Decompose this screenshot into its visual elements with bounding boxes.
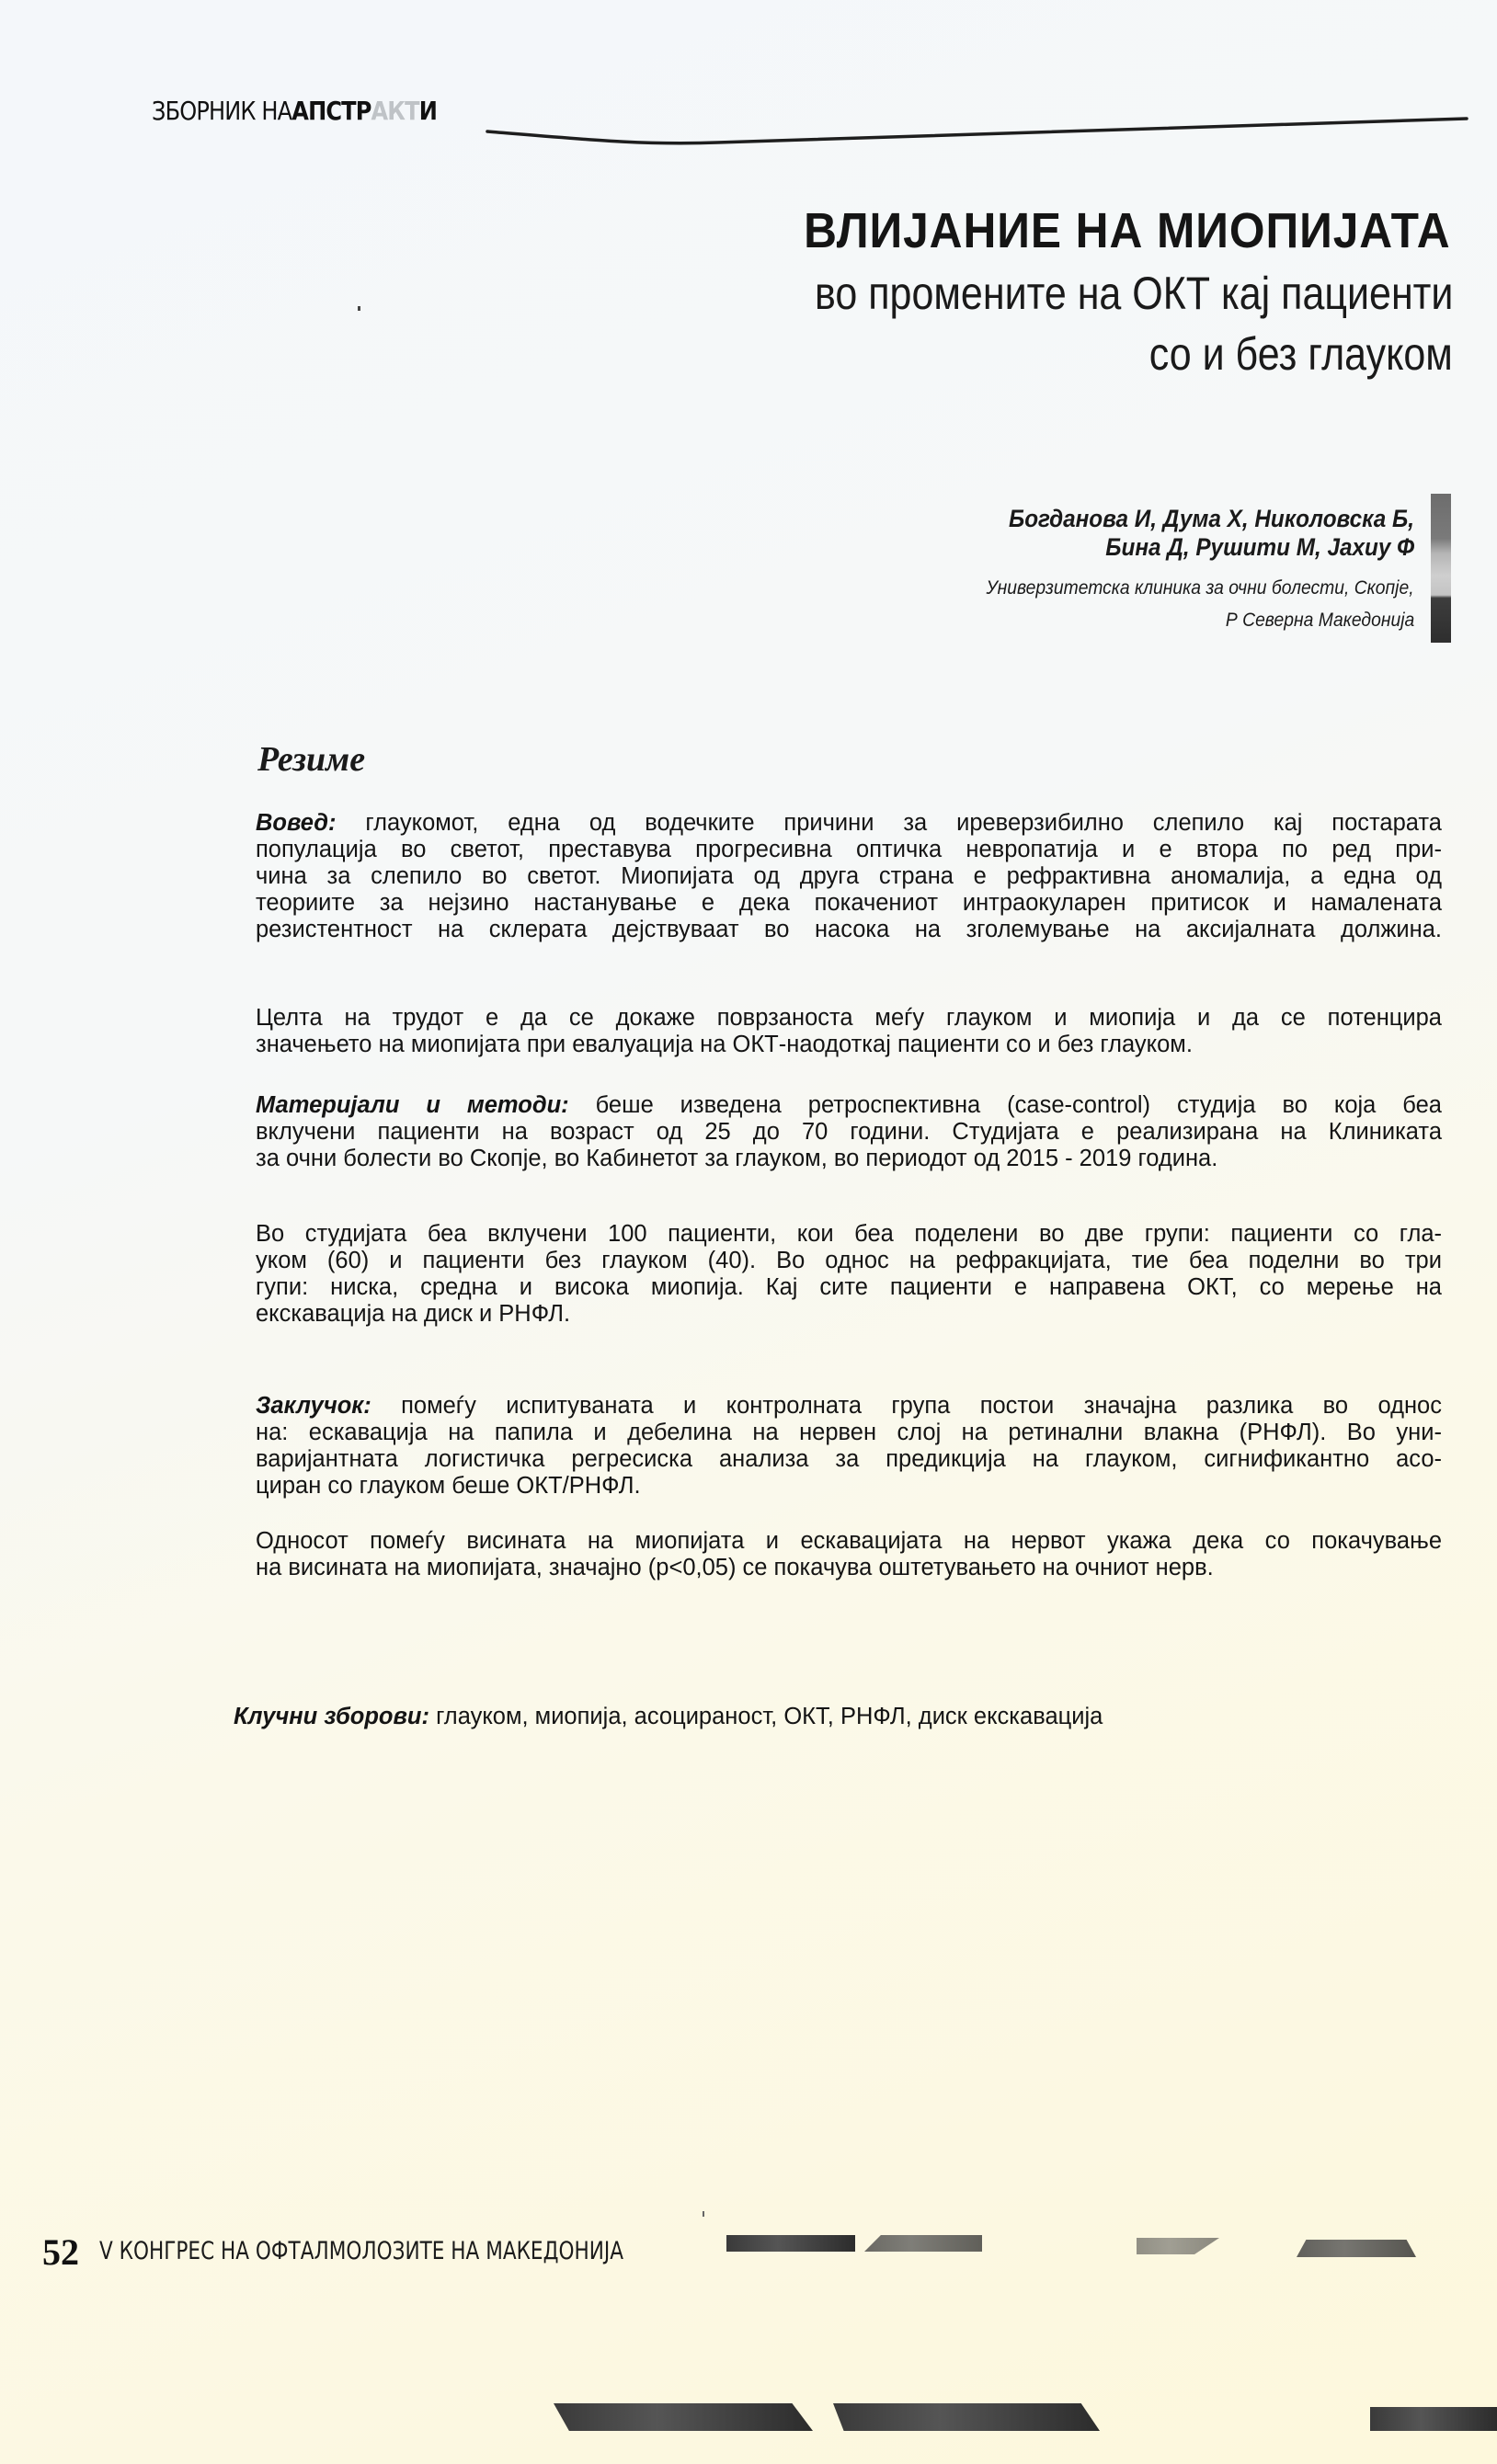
decorative-side-bar <box>1431 494 1451 643</box>
text-line: за очни болести во Скопје, во Кабинетот за глауком, во периодот од 2015 - 2019 година. <box>256 1146 1218 1171</box>
text-line: уком (60) и пациенти без глауком (40). Во однос на рефракцијата, тие беа поделни во три <box>256 1248 1442 1273</box>
authors-line-2: Бина Д, Рушити М, Јахиу Ф <box>1105 533 1414 561</box>
header-rule <box>0 0 1497 184</box>
text-line: гупи: ниска, средна и висока миопија. Кај сите пациенти е направена ОКТ, со мерење на <box>256 1274 1442 1300</box>
article-subtitle-line-2: со и без глауком <box>1148 328 1453 380</box>
footer-decorative-block <box>864 2235 982 2252</box>
page-number: 52 <box>42 2231 79 2273</box>
speck <box>703 2211 704 2217</box>
text-line: екскавација на диск и РНФЛ. <box>256 1301 571 1327</box>
text-line <box>256 1091 1442 1119</box>
keywords-list: глауком, миопија, асоцираност, ОКТ, РНФЛ, диск екскавација <box>429 1704 1103 1729</box>
text-line: варијантната логистичка регресиска анализа за предикција на глауком, сигнификантно асо- <box>256 1446 1442 1472</box>
footer-decorative-block <box>1137 2238 1219 2254</box>
bottom-decorative-bar <box>554 2403 813 2431</box>
text-line-content: глаукомот, една од водечките причини за иреверзибилно слепило кај постарата <box>336 810 1442 836</box>
text-line: теориите за нејзино настанување е дека покачениот интраокуларен притисок и намалената <box>256 890 1442 916</box>
text-line: на висината на миопијата, значајно (p<0,05) се покачува оштетувањето на очниот нерв. <box>256 1555 1214 1580</box>
bottom-decorative-bar <box>1370 2407 1497 2431</box>
article-subtitle-line-1: во промените на ОКТ кај пациенти <box>814 268 1453 319</box>
keywords-label: Клучни зборови: <box>234 1704 429 1729</box>
text-line: резистентност на склерата дејствуваат во насока на зголемување на аксијалната должина. <box>256 917 1442 942</box>
keywords <box>234 1703 1420 1730</box>
running-head-bold: АПСТР <box>291 96 371 126</box>
affiliation-line-2: Р Северна Македонија <box>1225 610 1414 631</box>
text-line: Односот помеѓу висината на миопијата и ескавацијата на нервот укажа дека со покачување <box>256 1528 1442 1554</box>
text-line: вклучени пациенти на возраст од 25 до 70 години. Студијата е реализирана на Клиниката <box>256 1119 1442 1145</box>
text-line-content: беше изведена ретроспективна (case-control) студија во која беа <box>568 1092 1442 1118</box>
text-line <box>256 1392 1442 1420</box>
footer-decorative-block <box>1297 2240 1416 2257</box>
text-line: Целта на трудот е да се докаже поврзаноста меѓу глауком и миопија и да се потенцира <box>256 1005 1442 1031</box>
running-head-text: ЗБОРНИК НА <box>152 96 292 126</box>
text-line <box>256 809 1442 837</box>
text-line: циран со глауком беше ОКТ/РНФЛ. <box>256 1473 641 1499</box>
speck <box>358 306 360 311</box>
footer-congress-title: V КОНГРЕС НА ОФТАЛМОЛОЗИТЕ НА МАКЕДОНИЈА <box>99 2237 624 2265</box>
paragraph-label: Заклучок: <box>256 1393 371 1419</box>
footer-decorative-block <box>726 2235 855 2252</box>
bottom-decorative-bar <box>833 2403 1100 2431</box>
text-line-content: помеѓу испитуваната и контролната група постои значајна разлика во однос <box>371 1393 1442 1419</box>
authors-line-1: Богданова И, Дума Х, Николовска Б, <box>1009 505 1414 532</box>
paragraph-label: Материјали и методи: <box>256 1092 569 1118</box>
running-head-end: И <box>418 96 437 126</box>
text-line: чина за слепило во светот. Миопијата од друга страна е рефрактивна аномалија, а една од <box>256 863 1442 889</box>
affiliation-line-1: Универзитетска клиника за очни болести, Скопје, <box>986 577 1414 599</box>
paragraph-label: Вовед: <box>256 810 337 836</box>
text-line: значењето на миопијата при евалуација на ОКТ-наодоткај пациенти со и без глауком. <box>256 1032 1193 1057</box>
text-line: Во студијата беа вклучени 100 пациенти, кои беа поделени во две групи: пациенти со гла- <box>256 1221 1442 1247</box>
article-title: ВЛИЈАНИЕ НА МИОПИЈАТА <box>804 203 1451 258</box>
running-head-faded: АКТ <box>371 96 419 126</box>
text-line: на: ескавација на папила и дебелина на нервен слој на ретинални влакна (РНФЛ). Во уни- <box>256 1420 1442 1445</box>
abstract-heading: Резиме <box>257 740 366 779</box>
text-line: популација во светот, преставува прогресивна оптичка невропатија и е втора по ред при- <box>256 837 1442 862</box>
